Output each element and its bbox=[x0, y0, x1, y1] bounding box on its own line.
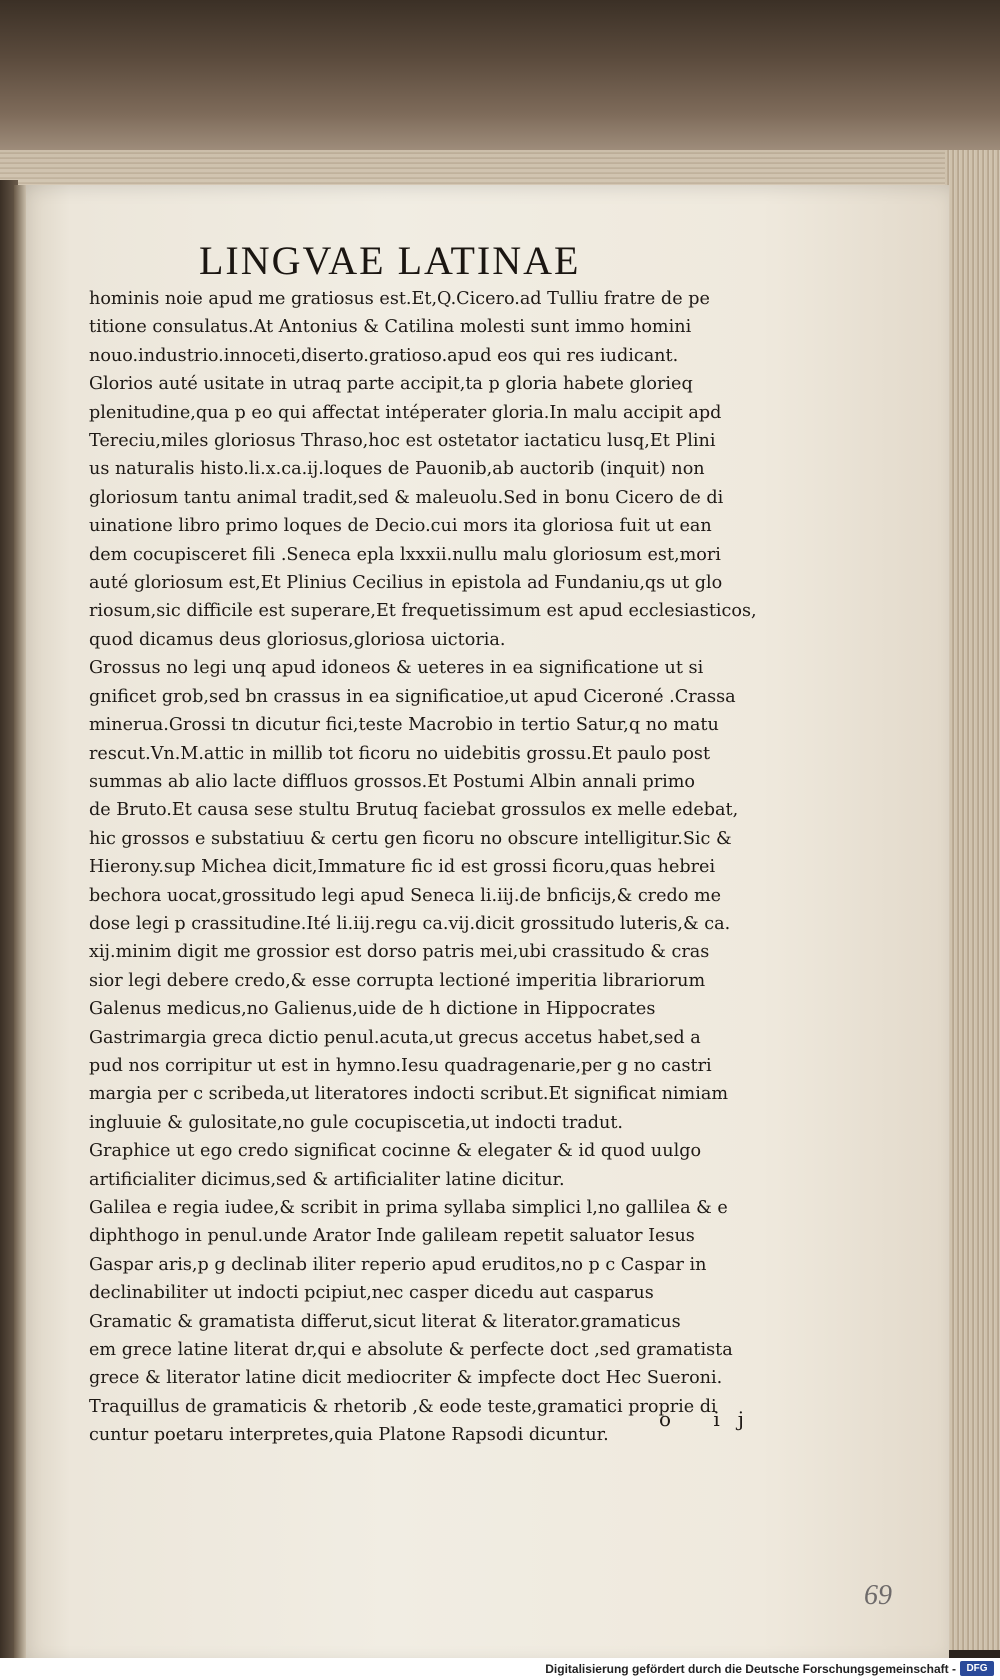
text-line: Gastrimargia greca dictio penul.acuta,ut grecus accetus habet,sed a bbox=[89, 1027, 701, 1048]
text-line: Grossus no legi unq apud idoneos & ueteres in ea significatione ut si bbox=[89, 658, 704, 679]
text-line: diphthogo in penul.unde Arator Inde galileam repetit saluator Iesus bbox=[89, 1226, 695, 1247]
text-line: Gramatic & gramatista differut,sicut literat & literator.gramaticus bbox=[89, 1311, 681, 1332]
text-line: nouo.industrio.innoceti,diserto.gratioso.apud eos qui res iudicant. bbox=[89, 345, 679, 366]
text-line: hominis noie apud me gratiosus est.Et,Q.Cicero.ad Tulliu fratre de pe bbox=[89, 289, 710, 309]
text-line: bechora uocat,grossitudo legi apud Seneca li.iij.de bnficijs,& credo me bbox=[89, 885, 722, 906]
text-line: Tereciu,miles gloriosus Thraso,hoc est ostetator iactaticu lusq,Et Plini bbox=[89, 431, 716, 452]
text-line: rescut.Vn.M.attic in millib tot ficoru no uidebitis grossu.Et paulo post bbox=[89, 743, 711, 764]
book-top-edge bbox=[0, 0, 1000, 190]
text-line: margia per c scribeda,ut literatores indocti scribut.Et significat nimiam bbox=[89, 1084, 729, 1105]
text-line: gnificet grob,sed bn crassus in ea significatioe,ut apud Ciceroné .Crassa bbox=[89, 686, 736, 707]
text-line: em grece latine literat dr,qui e absolute & perfecte doct ,sed gramatista bbox=[89, 1340, 733, 1361]
text-line: titione consulatus.At Antonius & Catilina molesti sunt immo homini bbox=[89, 317, 692, 338]
text-line: quod dicamus deus gloriosus,gloriosa uictoria. bbox=[89, 629, 506, 650]
text-line: xij.minim digit me grossior est dorso patris mei,ubi crassitudo & cras bbox=[89, 942, 710, 963]
signature-mark: o ij bbox=[659, 1407, 762, 1431]
text-line: summas ab alio lacte diffluos grossos.Et Postumi Albin annali primo bbox=[89, 771, 696, 792]
footer-bar bbox=[0, 1658, 1000, 1680]
text-line: dem cocupisceret fili .Seneca epla lxxxii.nullu malu gloriosum est,mori bbox=[89, 544, 721, 565]
text-line: gloriosum tantu animal tradit,sed & maleuolu.Sed in bonu Cicero de di bbox=[89, 487, 724, 508]
text-line: hic grossos e substatiuu & certu gen ficoru no obscure intelligitur.Sic & bbox=[89, 828, 732, 849]
footer-credit: Digitalisierung gefördert durch die Deutsche Forschungsgemeinschaft - bbox=[545, 1662, 956, 1676]
text-line: Galenus medicus,no Galienus,uide de h dictione in Hippocrates bbox=[89, 999, 656, 1020]
text-line: sior legi debere credo,& esse corrupta lectioné imperitia librariorum bbox=[89, 970, 706, 991]
body-text bbox=[89, 285, 834, 1450]
text-line: Graphice ut ego credo significat cocinne & elegater & id quod uulgo bbox=[89, 1141, 702, 1162]
text-line: us naturalis histo.li.x.ca.ij.loques de Pauonib,ab auctorib (inquit) non bbox=[89, 459, 705, 480]
text-line: declinabiliter ut indocti pcipiut,nec casper dicedu aut casparus bbox=[89, 1283, 654, 1304]
dfg-logo: DFG bbox=[960, 1661, 994, 1676]
text-line: de Bruto.Et causa sese stultu Brutuq faciebat grossulos ex melle edebat, bbox=[89, 800, 739, 821]
page-stack bbox=[945, 150, 1000, 1650]
running-head: LINGVAE LATINAE bbox=[199, 238, 581, 283]
text-line: Glorios auté usitate in utraq parte accipit,ta p gloria habete glorieq bbox=[89, 374, 693, 395]
text-line: Gaspar aris,p g declinab iliter reperio apud eruditos,no p c Caspar in bbox=[89, 1254, 707, 1275]
text-line: uinatione libro primo loques de Decio.cui mors ita gloriosa fuit ut ean bbox=[89, 516, 712, 537]
text-line: auté gloriosum est,Et Plinius Cecilius in epistola ad Fundaniu,qs ut glo bbox=[89, 573, 723, 594]
gutter bbox=[14, 185, 26, 1665]
folio-number: 69 bbox=[864, 1580, 892, 1611]
text-line: grece & literator latine dicit mediocriter & impfecte doct Hec Sueroni. bbox=[89, 1368, 723, 1389]
text-line: cuntur poetaru interpretes,quia Platone Rapsodi dicuntur. bbox=[89, 1425, 609, 1446]
text-line: plenitudine,qua p eo qui affectat intéperater gloria.In malu accipit apd bbox=[89, 402, 722, 423]
book-page bbox=[14, 185, 949, 1665]
text-line: Galilea e regia iudee,& scribit in prima syllaba simplici l,no gallilea & e bbox=[89, 1198, 728, 1218]
text-line: ingluuie & gulositate,no gule cocupiscetia,ut indocti tradut. bbox=[89, 1112, 624, 1133]
text-line: Hierony.sup Michea dicit,Immature fic id est grossi ficoru,quas hebrei bbox=[89, 857, 716, 878]
text-line: pud nos corripitur ut est in hymno.Iesu quadragenarie,per g no castri bbox=[89, 1055, 712, 1076]
text-line: Traquillus de gramaticis & rhetorib ,& eode teste,gramatici proprie di bbox=[89, 1396, 717, 1417]
text-line: riosum,sic difficile est superare,Et frequetissimum est apud ecclesiasticos, bbox=[89, 601, 757, 622]
text-line: dose legi p crassitudine.Ité li.iij.regu ca.vij.dicit grossitudo luteris,& ca. bbox=[89, 913, 731, 934]
text-line: minerua.Grossi tn dicutur fici,teste Macrobio in tertio Satur,q no matu bbox=[89, 715, 719, 736]
text-line: artificialiter dicimus,sed & artificialiter latine dicitur. bbox=[89, 1169, 565, 1190]
